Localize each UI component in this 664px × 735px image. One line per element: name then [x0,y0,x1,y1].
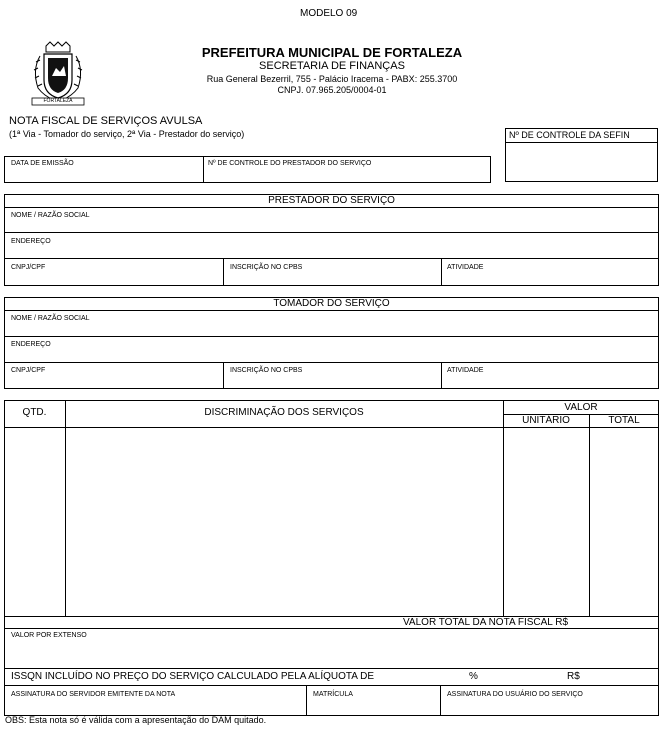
emission-date-field[interactable]: DATA DE EMISSÃO [11,160,74,167]
qtd-column-area[interactable] [5,428,65,616]
value-in-words-field[interactable]: VALOR POR EXTENSO [11,632,87,639]
tomador-name-field[interactable]: NOME / RAZÃO SOCIAL [11,315,90,322]
tomador-address-field[interactable]: ENDEREÇO [11,341,51,348]
org-name: PREFEITURA MUNICIPAL DE FORTALEZA [201,45,463,60]
total-value-header: TOTAL [608,415,640,426]
value-header: VALOR [564,402,598,413]
qtd-header: QTD. [22,407,47,418]
crest-icon [26,40,90,106]
provider-control-field[interactable]: Nº DE CONTROLE DO PRESTADOR DO SERVIÇO [208,160,372,167]
prestador-atividade-field[interactable]: ATIVIDADE [447,264,484,271]
issqn-percent: % [469,671,478,682]
unit-value-column-area[interactable] [504,428,589,616]
issqn-rs: R$ [567,671,580,682]
department: SECRETARIA DE FINANÇAS [259,60,405,72]
prestador-name-field[interactable]: NOME / RAZÃO SOCIAL [11,212,90,219]
tomador-inscricao-field[interactable]: INSCRIÇÃO NO CPBS [230,367,303,374]
description-column-area[interactable] [66,428,503,616]
sefin-control-label: Nº DE CONTROLE DA SEFIN [509,130,630,140]
address: Rua General Bezerril, 755 - Palácio Iracema - PABX: 255.3700 [206,74,458,84]
servidor-signature-field[interactable]: ASSINATURA DO SERVIDOR EMITENTE DA NOTA [11,691,176,698]
tomador-title: TOMADOR DO SERVIÇO [273,298,390,309]
cnpj: CNPJ. 07.965.205/0004-01 [277,85,387,95]
crest-text: FORTALEZA [43,98,73,104]
document-subtitle: (1ª Via - Tomador do serviço, 2ª Via - Prestador do serviço) [9,129,245,139]
document-title: NOTA FISCAL DE SERVIÇOS AVULSA [9,115,203,127]
tomador-atividade-field[interactable]: ATIVIDADE [447,367,484,374]
unit-value-header: UNITÁRIO [522,415,570,426]
footer-note: OBS: Esta nota só é válida com a apresentação do DAM quitado. [5,715,267,725]
total-invoice-label: VALOR TOTAL DA NOTA FISCAL R$ [403,617,569,628]
description-header: DISCRIMINAÇÃO DOS SERVIÇOS [204,407,364,418]
prestador-inscricao-field[interactable]: INSCRIÇÃO NO CPBS [230,264,303,271]
prestador-address-field[interactable]: ENDEREÇO [11,238,51,245]
matricula-field[interactable]: MATRÍCULA [313,691,353,698]
tomador-cnpj-field[interactable]: CNPJ/CPF [11,367,46,374]
usuario-signature-field[interactable]: ASSINATURA DO USUÁRIO DO SERVIÇO [447,691,583,698]
prestador-cnpj-field[interactable]: CNPJ/CPF [11,264,46,271]
total-value-column-area[interactable] [590,428,658,616]
issqn-label: ISSQN INCLUÍDO NO PREÇO DO SERVIÇO CALCULADO PELA ALÍQUOTA DE [11,671,375,682]
model-number: MODELO 09 [300,8,358,19]
prestador-title: PRESTADOR DO SERVIÇO [268,195,395,206]
